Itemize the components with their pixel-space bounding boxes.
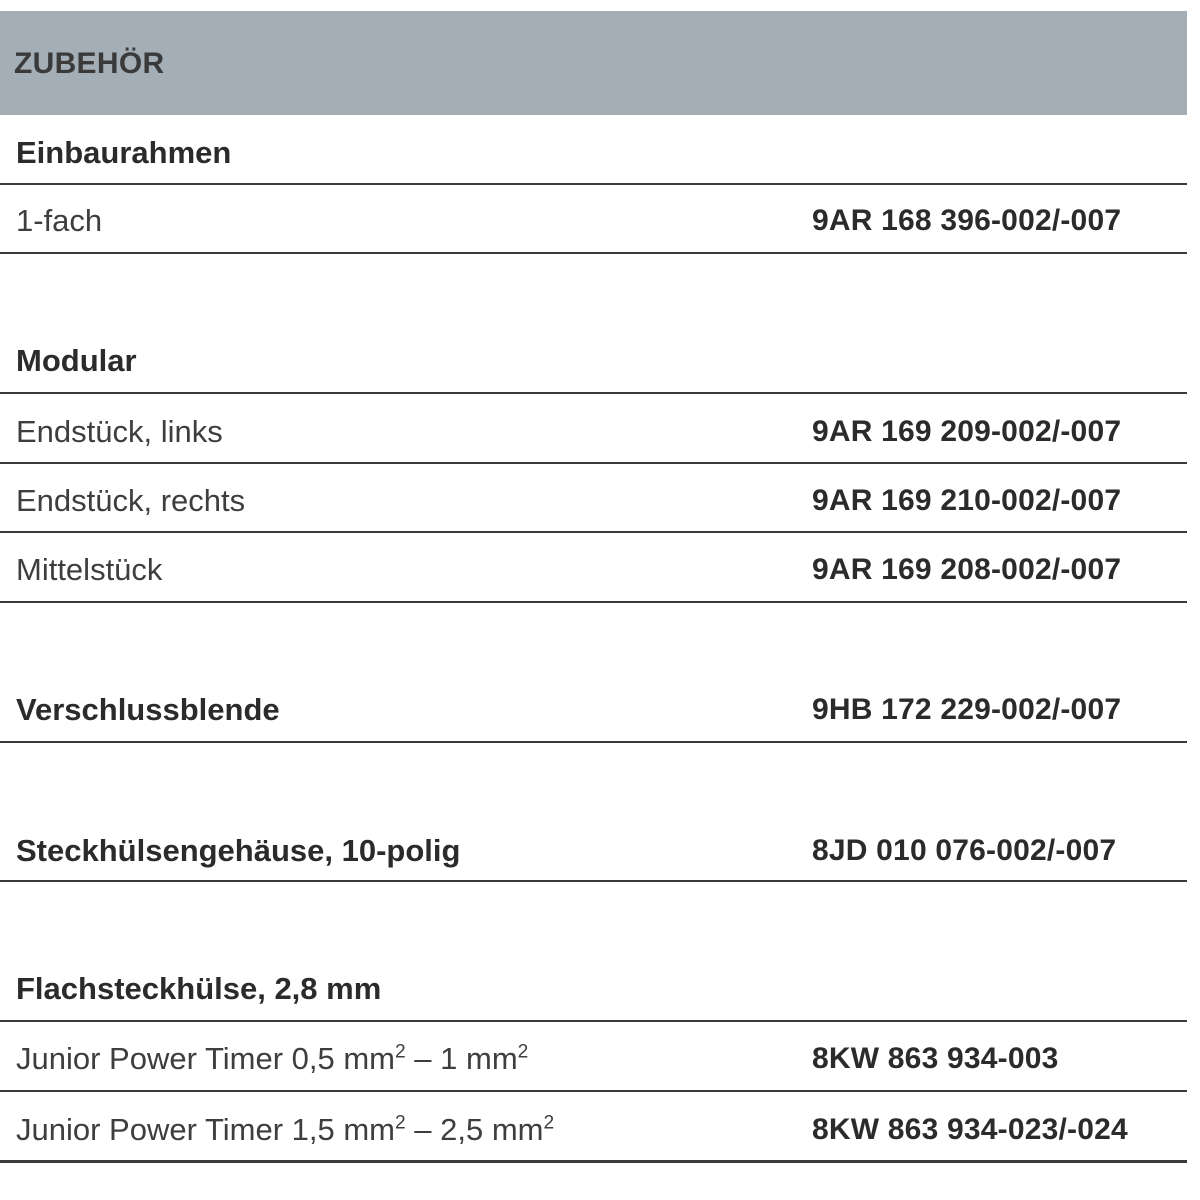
divider <box>0 531 1187 533</box>
header-bar <box>0 11 1187 115</box>
row-label-junior-power-timer-05-1 <box>16 1039 528 1079</box>
row-label-1-fach: 1-fach <box>16 203 103 238</box>
row-label-junior-power-timer-15-25 <box>16 1110 554 1150</box>
superscript: 2 <box>395 1041 406 1063</box>
divider <box>0 462 1187 464</box>
section-title-modular: Modular <box>16 343 137 378</box>
section-title-verschlussblende: Verschlussblende <box>16 692 280 727</box>
superscript: 2 <box>517 1041 529 1063</box>
superscript: 2 <box>543 1112 555 1134</box>
part-number-endstueck-rechts: 9AR 169 210-002/-007 <box>812 484 1122 517</box>
part-number-junior-power-timer-15-25: 8KW 863 934-023/-024 <box>812 1113 1128 1146</box>
divider <box>0 183 1187 185</box>
row-label-endstueck-links: Endstück, links <box>16 414 223 449</box>
divider <box>0 1020 1187 1022</box>
part-number-junior-power-timer-05-1: 8KW 863 934-003 <box>812 1042 1059 1075</box>
divider <box>0 252 1187 254</box>
divider <box>0 392 1187 394</box>
divider <box>0 741 1187 743</box>
part-number-endstueck-links: 9AR 169 209-002/-007 <box>812 415 1122 448</box>
row-label-text: Junior Power Timer 0,5 mm <box>16 1041 395 1076</box>
section-title-flachsteckhuelse: Flachsteckhülse, 2,8 mm <box>16 971 382 1006</box>
section-title-steckhuelsengehaeuse: Steckhülsengehäuse, 10-polig <box>16 833 461 868</box>
row-label-text: – 1 mm <box>405 1041 518 1076</box>
divider <box>0 880 1187 882</box>
part-number-mittelstueck: 9AR 169 208-002/-007 <box>812 553 1122 586</box>
part-number-steckhuelsengehaeuse: 8JD 010 076-002/-007 <box>812 834 1117 867</box>
row-label-text: – 2,5 mm <box>405 1112 544 1147</box>
divider <box>0 601 1187 603</box>
part-number-1-fach: 9AR 168 396-002/-007 <box>812 204 1122 237</box>
row-label-text: Junior Power Timer 1,5 mm <box>16 1112 395 1147</box>
section-title-einbaurahmen: Einbaurahmen <box>16 135 232 170</box>
row-label-endstueck-rechts: Endstück, rechts <box>16 483 246 518</box>
page-title: ZUBEHÖR <box>14 47 165 80</box>
part-number-verschlussblende: 9HB 172 229-002/-007 <box>812 693 1122 726</box>
superscript: 2 <box>395 1112 406 1134</box>
divider <box>0 1090 1187 1092</box>
row-label-mittelstueck: Mittelstück <box>16 552 163 587</box>
divider <box>0 1160 1187 1163</box>
